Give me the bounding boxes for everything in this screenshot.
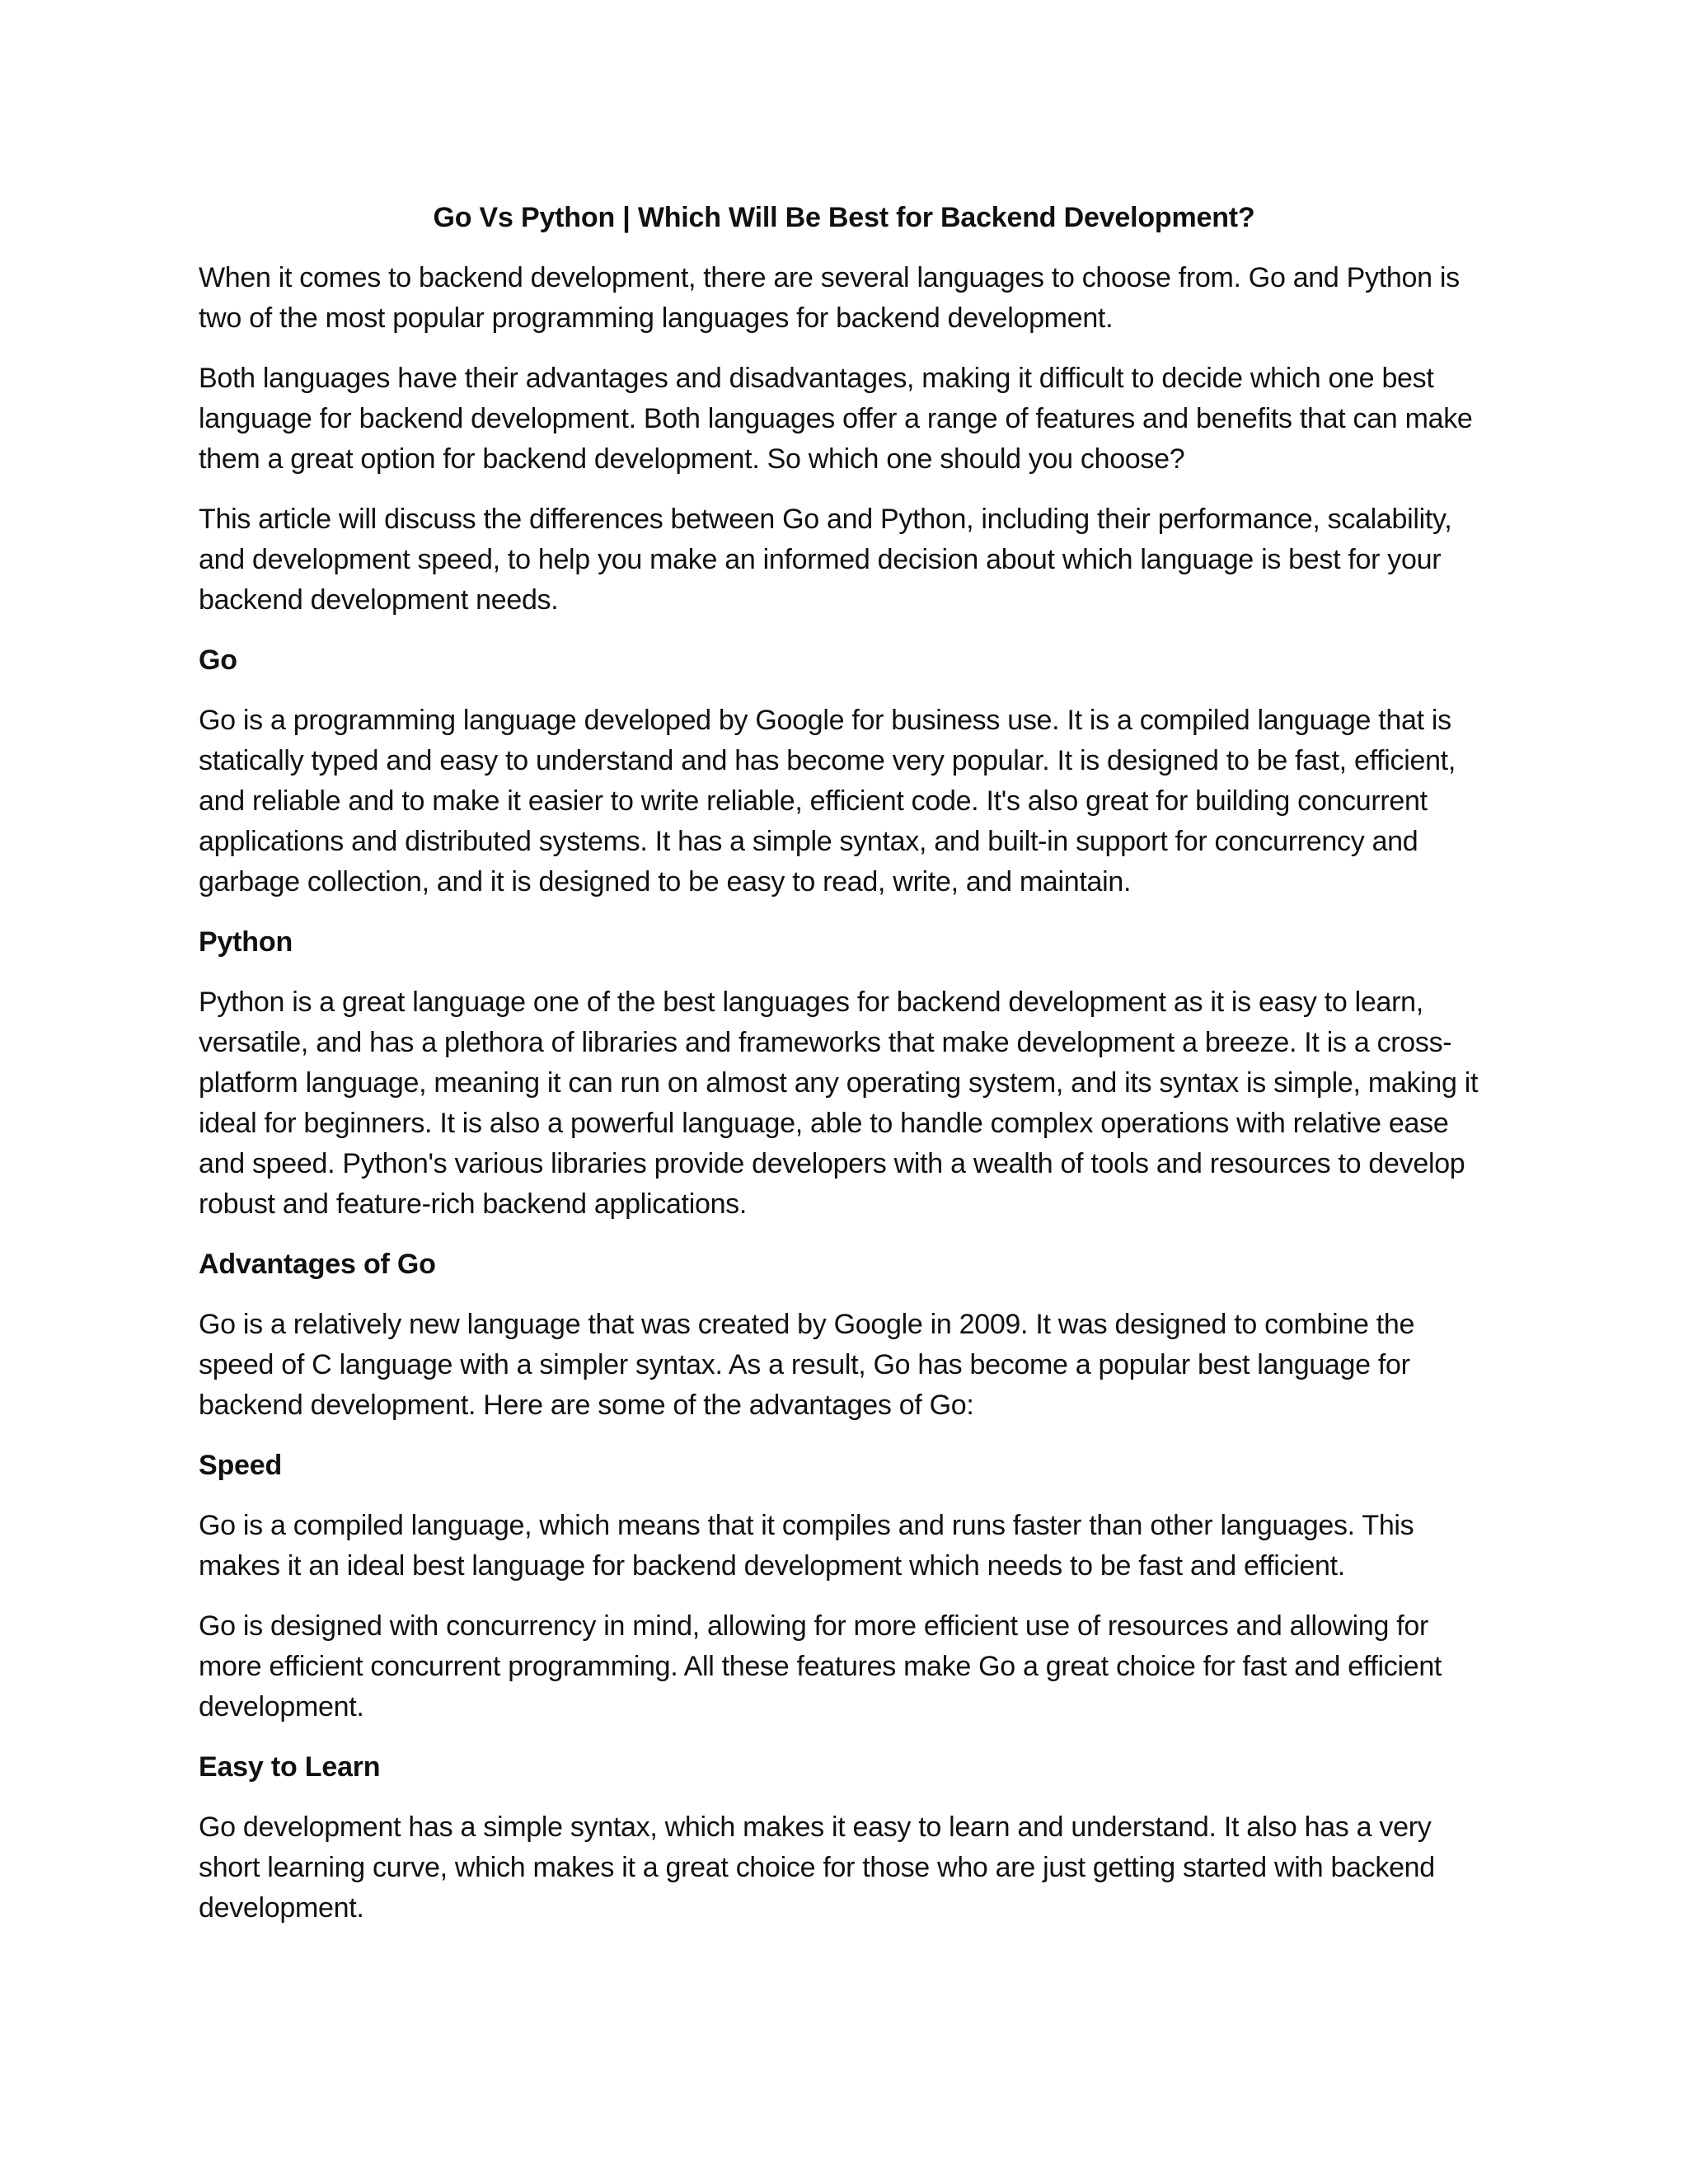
section-heading-python: Python — [199, 926, 293, 958]
speed-paragraph-1: Go is a compiled language, which means that it compiles and runs faster than other languages. This makes it an ideal best language for backend development which needs to be fast and efficient. — [199, 1510, 1414, 1582]
section-heading-speed: Speed — [199, 1450, 283, 1481]
document-title: Go Vs Python | Which Will Be Best for Backend Development? — [433, 202, 1255, 233]
section-heading-easy-to-learn: Easy to Learn — [199, 1751, 381, 1783]
easy-to-learn-paragraph: Go development has a simple syntax, which makes it easy to learn and understand. It also has a very short learning curve, which makes it a great choice for those who are just getting started with backend development. — [199, 1811, 1435, 1924]
intro-paragraph-1: When it comes to backend development, there are several languages to choose from. Go and Python is two of the most popular programming languages for backend development. — [199, 262, 1460, 334]
advantages-paragraph: Go is a relatively new language that was created by Google in 2009. It was designed to combine the speed of C language with a simpler syntax. As a result, Go has become a popular best language for backend development. Here are some of the advantages of Go: — [199, 1309, 1415, 1421]
intro-paragraph-2: Both languages have their advantages and disadvantages, making it difficult to decide which one best language for backend development. Both languages offer a range of features and benefits that can make them a great option for backend development. So which one should you choose? — [199, 363, 1473, 475]
go-paragraph: Go is a programming language developed by Google for business use. It is a compiled language that is statically typed and easy to understand and has become very popular. It is designed to be fast, efficient, and reliable and to make it easier to write reliable, efficient code. It's also great for building concurrent applications and distributed systems. It has a simple syntax, and built-in support for concurrency and garbage collection, and it is designed to be easy to read, write, and maintain. — [199, 705, 1456, 898]
python-paragraph: Python is a great language one of the best languages for backend development as it is easy to learn, versatile, and has a plethora of libraries and frameworks that make development a breeze. It is a cross-platform language, meaning it can run on almost any operating system, and its syntax is simple, making it ideal for beginners. It is also a powerful language, able to handle complex operations with relative ease and speed. Python's various libraries provide developers with a wealth of tools and resources to develop robust and feature-rich backend applications. — [199, 987, 1479, 1220]
section-heading-go: Go — [199, 644, 237, 676]
speed-paragraph-2: Go is designed with concurrency in mind, allowing for more efficient use of resources and allowing for more efficient concurrent programming. All these features make Go a great choice for fast and efficient development. — [199, 1610, 1442, 1722]
section-heading-advantages-of-go: Advantages of Go — [199, 1249, 436, 1280]
document-body — [199, 198, 1489, 1948]
intro-paragraph-3: This article will discuss the differences between Go and Python, including their performance, scalability, and development speed, to help you make an informed decision about which language is best for your backend development needs. — [199, 504, 1452, 616]
